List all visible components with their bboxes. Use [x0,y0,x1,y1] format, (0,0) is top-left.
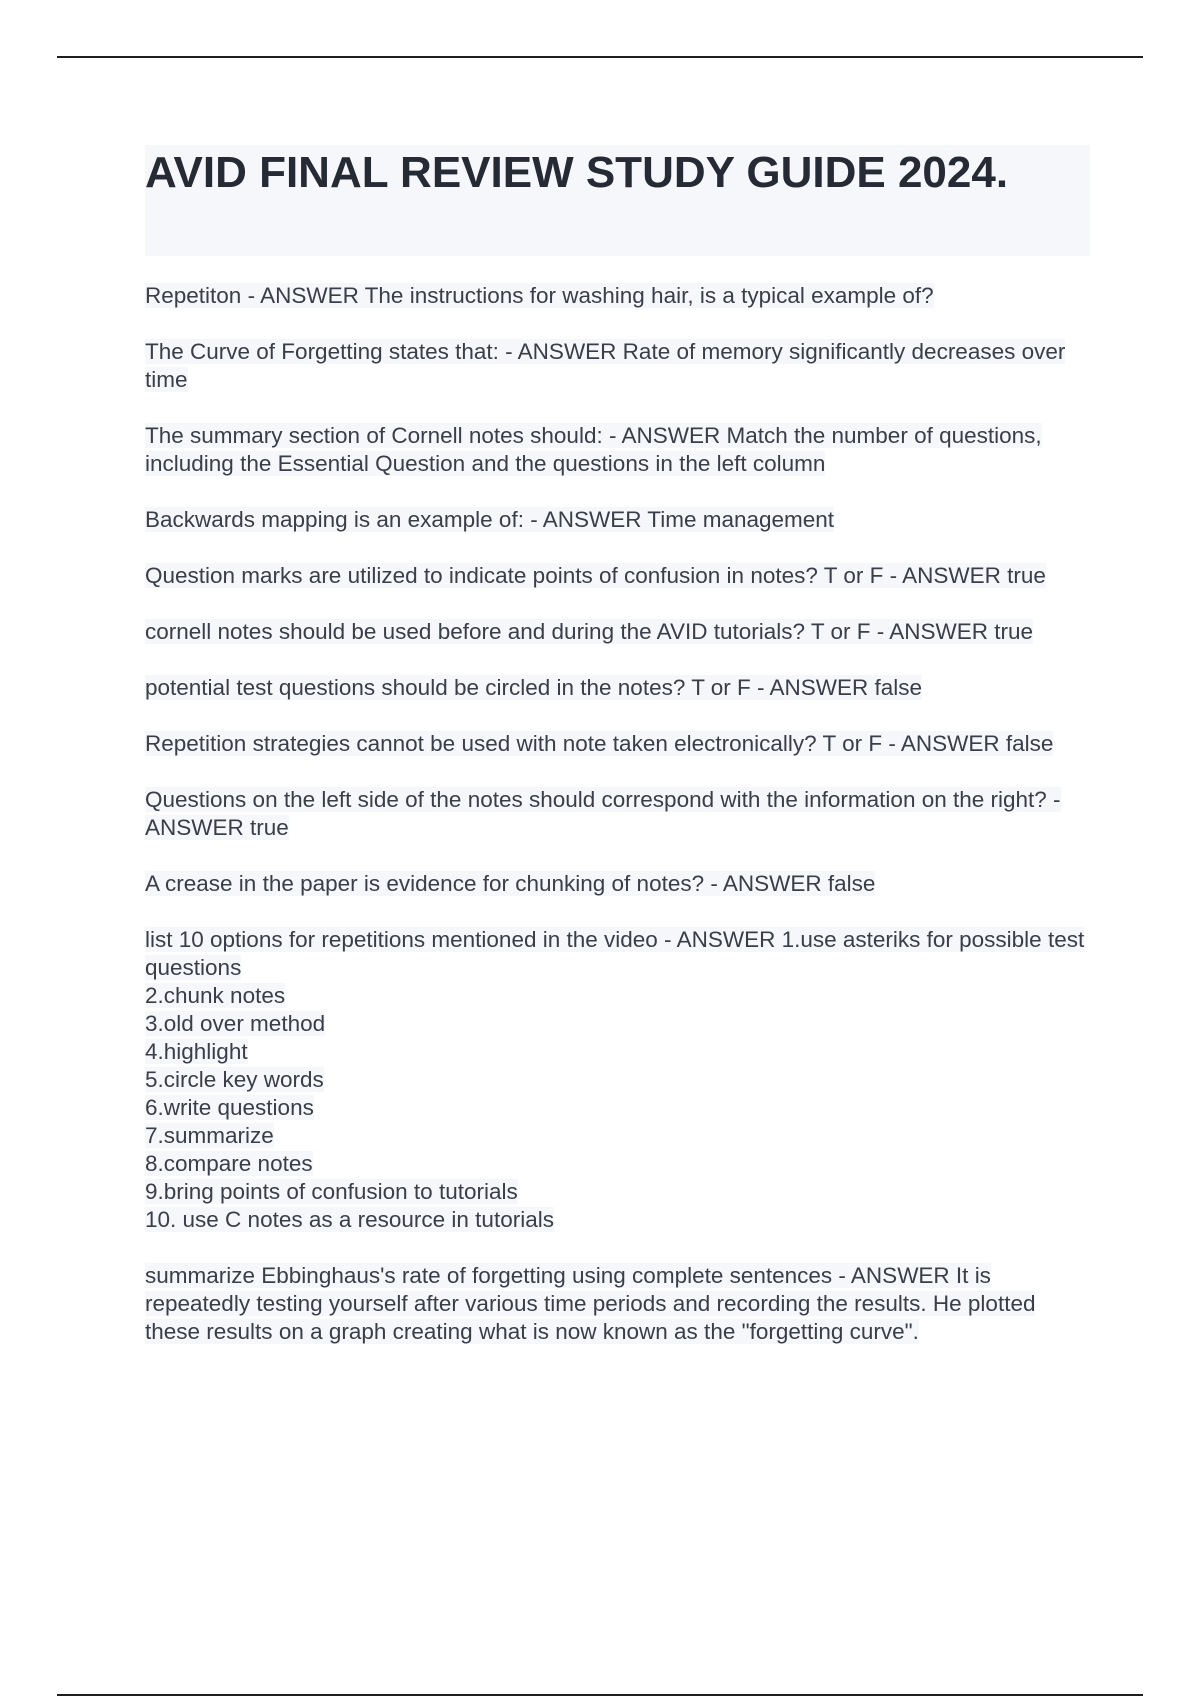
top-rule [57,56,1143,58]
qa-list [145,282,1090,1346]
list-item: 4.highlight [145,1039,248,1064]
list-item: 8.compare notes [145,1151,313,1176]
qa-item: Questions on the left side of the notes should correspond with the information on the right? - ANSWER true [145,787,1061,840]
qa-item: Backwards mapping is an example of: - ANSWER Time management [145,507,835,532]
qa-item: Repetiton - ANSWER The instructions for washing hair, is a typical example of? [145,283,934,308]
qa-item-list-question [145,926,1090,1234]
list-question-intro: list 10 options for repetitions mentioned in the video - ANSWER 1.use asteriks for possible test questions [145,927,1085,980]
qa-item: A crease in the paper is evidence for chunking of notes? - ANSWER false [145,871,876,896]
list-item: 6.write questions [145,1095,314,1120]
bottom-rule [57,1694,1143,1696]
qa-item: Question marks are utilized to indicate points of confusion in notes? T or F - ANSWER true [145,563,1046,588]
list-item: 2.chunk notes [145,983,286,1008]
title-block [145,145,1090,256]
qa-item: summarize Ebbinghaus's rate of forgetting using complete sentences - ANSWER It is repeatedly testing yourself after various time periods and recording the results. He plotted these results on a graph creating what is now known as the "forgetting curve". [145,1263,1036,1344]
list-item: 3.old over method [145,1011,326,1036]
list-item: 5.circle key words [145,1067,324,1092]
qa-item: The Curve of Forgetting states that: - ANSWER Rate of memory significantly decreases over time [145,339,1066,392]
document-title: AVID FINAL REVIEW STUDY GUIDE 2024. [145,148,1009,197]
list-item: 7.summarize [145,1123,274,1148]
qa-item: The summary section of Cornell notes should: - ANSWER Match the number of questions, including the Essential Question and the questions in the left column [145,423,1042,476]
repetition-options-list [145,982,1090,1234]
qa-item: Repetition strategies cannot be used with note taken electronically? T or F - ANSWER false [145,731,1054,756]
list-item: 10. use C notes as a resource in tutorials [145,1207,554,1232]
document-body [145,145,1090,1374]
list-item: 9.bring points of confusion to tutorials [145,1179,518,1204]
qa-item: potential test questions should be circled in the notes? T or F - ANSWER false [145,675,923,700]
qa-item: cornell notes should be used before and during the AVID tutorials? T or F - ANSWER true [145,619,1033,644]
